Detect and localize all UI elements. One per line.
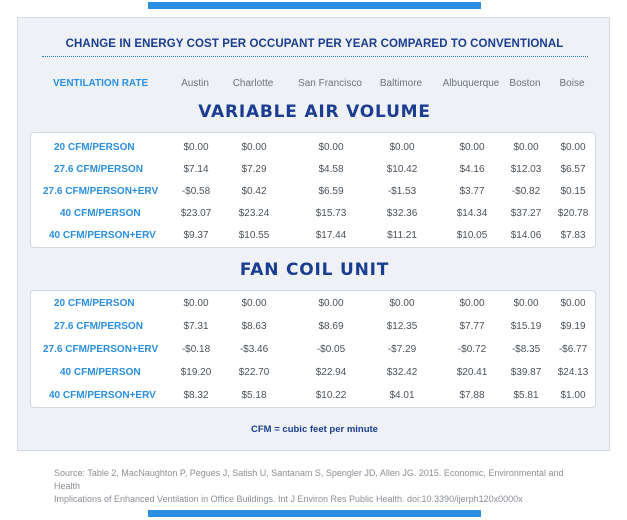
cell-boise: $0.15 bbox=[560, 186, 586, 197]
cell-austin: -$0.58 bbox=[181, 186, 211, 197]
row-label: 40 CFM/PERSON+ERV bbox=[49, 390, 156, 401]
source-citation bbox=[54, 467, 574, 506]
cell-charlotte: $0.00 bbox=[241, 142, 267, 153]
table-row bbox=[31, 367, 595, 383]
cell-san-francisco: -$0.05 bbox=[316, 344, 346, 355]
row-label: 27.6 CFM/PERSON+ERV bbox=[43, 344, 159, 355]
cell-baltimore: -$7.29 bbox=[387, 344, 417, 355]
cell-boise: $0.00 bbox=[560, 298, 586, 309]
cell-san-francisco: $17.44 bbox=[315, 230, 347, 241]
cell-boise: $24.13 bbox=[557, 367, 589, 378]
cell-san-francisco: $0.00 bbox=[318, 142, 344, 153]
cell-boise: $0.00 bbox=[560, 142, 586, 153]
cell-charlotte: $23.24 bbox=[238, 208, 270, 219]
table-row bbox=[31, 390, 595, 406]
cell-charlotte: -$3.46 bbox=[239, 344, 269, 355]
cell-charlotte: $0.00 bbox=[241, 298, 267, 309]
cell-baltimore: $0.00 bbox=[389, 298, 415, 309]
cell-charlotte: $10.55 bbox=[238, 230, 270, 241]
cell-boston: $15.19 bbox=[510, 321, 542, 332]
table-row bbox=[31, 208, 595, 224]
cell-boise: $6.57 bbox=[560, 164, 586, 175]
cell-baltimore: $32.36 bbox=[386, 208, 418, 219]
cell-austin: $9.37 bbox=[183, 230, 209, 241]
cell-baltimore: $11.21 bbox=[387, 230, 417, 241]
cell-albuquerque: -$0.72 bbox=[457, 344, 487, 355]
row-label: 20 CFM/PERSON bbox=[54, 298, 135, 309]
section-panel-variable-air-volume bbox=[30, 132, 596, 248]
cell-austin: $7.14 bbox=[183, 164, 209, 175]
cell-boise: -$6.77 bbox=[558, 344, 588, 355]
column-header-charlotte: Charlotte bbox=[232, 78, 274, 89]
cell-boston: $0.00 bbox=[513, 142, 539, 153]
cell-boston: -$0.82 bbox=[511, 186, 541, 197]
cfm-footnote: CFM = cubic feet per minute bbox=[251, 424, 378, 435]
cell-baltimore: $10.42 bbox=[386, 164, 418, 175]
cell-san-francisco: $4.58 bbox=[318, 164, 344, 175]
column-header-san-francisco: San Francisco bbox=[298, 78, 362, 89]
cell-austin: $0.00 bbox=[183, 142, 209, 153]
cell-charlotte: $0.42 bbox=[241, 186, 267, 197]
cell-austin: $0.00 bbox=[183, 298, 209, 309]
cell-baltimore: $4.01 bbox=[389, 390, 415, 401]
column-header-ventilation-rate: VENTILATION RATE bbox=[53, 78, 149, 89]
bottom-accent-bar bbox=[148, 510, 481, 517]
cell-boston: $14.06 bbox=[510, 230, 542, 241]
cell-albuquerque: $14.34 bbox=[456, 208, 488, 219]
cell-boston: $39.87 bbox=[510, 367, 542, 378]
cell-austin: $23.07 bbox=[180, 208, 212, 219]
row-label: 20 CFM/PERSON bbox=[54, 142, 135, 153]
title-divider bbox=[42, 56, 588, 57]
cell-charlotte: $8.63 bbox=[241, 321, 267, 332]
cell-baltimore: $12.35 bbox=[386, 321, 418, 332]
table-row bbox=[31, 186, 595, 202]
cell-san-francisco: $6.59 bbox=[318, 186, 344, 197]
table-row bbox=[31, 164, 595, 180]
section-panel-fan-coil-unit bbox=[30, 290, 596, 408]
cell-albuquerque: $20.41 bbox=[456, 367, 488, 378]
cell-austin: $7.31 bbox=[183, 321, 209, 332]
cell-charlotte: $22.70 bbox=[238, 367, 270, 378]
page-title: CHANGE IN ENERGY COST PER OCCUPANT PER YEAR COMPARED TO CONVENTIONAL bbox=[65, 38, 564, 50]
cell-san-francisco: $22.94 bbox=[315, 367, 347, 378]
row-label: 27.6 CFM/PERSON bbox=[54, 321, 143, 332]
column-header-boise: Boise bbox=[559, 78, 585, 89]
column-header-albuquerque: Albuquerque bbox=[442, 78, 500, 89]
cell-boise: $20.78 bbox=[557, 208, 589, 219]
cell-boston: $0.00 bbox=[513, 298, 539, 309]
cell-san-francisco: $8.69 bbox=[318, 321, 344, 332]
cell-charlotte: $7.29 bbox=[241, 164, 267, 175]
cell-austin: $8.32 bbox=[183, 390, 209, 401]
cell-austin: $19.20 bbox=[180, 367, 212, 378]
cell-albuquerque: $4.16 bbox=[459, 164, 485, 175]
cell-charlotte: $5.18 bbox=[241, 390, 267, 401]
row-label: 40 CFM/PERSON+ERV bbox=[49, 230, 156, 241]
cell-boise: $7.83 bbox=[560, 230, 586, 241]
cell-albuquerque: $10.05 bbox=[456, 230, 488, 241]
cell-boise: $9.19 bbox=[560, 321, 586, 332]
column-header-baltimore: Baltimore bbox=[379, 78, 423, 89]
table-row bbox=[31, 142, 595, 158]
table-row bbox=[31, 298, 595, 314]
column-header-austin: Austin bbox=[181, 78, 209, 89]
column-header-row bbox=[18, 78, 611, 94]
cell-albuquerque: $7.88 bbox=[459, 390, 485, 401]
cell-san-francisco: $15.73 bbox=[315, 208, 347, 219]
cell-san-francisco: $10.22 bbox=[315, 390, 347, 401]
table-row bbox=[31, 321, 595, 337]
source-line-2: Implications of Enhanced Ventilation in Office Buildings. Int J Environ Res Public Health. doi:10.3390/ijerph120x0000x bbox=[54, 494, 523, 504]
source-line-1: Source: Table 2, MacNaughton P, Pegues J, Satish U, Santanam S, Spengler JD, Allen JG. 2015. Economic, Environmental and Health bbox=[54, 468, 564, 491]
cell-boise: $1.00 bbox=[560, 390, 586, 401]
cell-albuquerque: $0.00 bbox=[459, 142, 485, 153]
table-row bbox=[31, 230, 595, 246]
cell-san-francisco: $0.00 bbox=[318, 298, 344, 309]
cell-austin: -$0.18 bbox=[181, 344, 211, 355]
cell-boston: $5.81 bbox=[513, 390, 539, 401]
column-header-boston: Boston bbox=[509, 78, 541, 89]
table-card bbox=[17, 17, 610, 451]
top-accent-bar bbox=[148, 2, 481, 9]
section-heading-variable-air-volume: VARIABLE AIR VOLUME bbox=[198, 102, 431, 122]
cell-albuquerque: $0.00 bbox=[459, 298, 485, 309]
cell-albuquerque: $3.77 bbox=[459, 186, 485, 197]
cell-boston: $37.27 bbox=[510, 208, 542, 219]
section-heading-fan-coil-unit: FAN COIL UNIT bbox=[239, 260, 390, 280]
cell-baltimore: $32.42 bbox=[386, 367, 418, 378]
cell-boston: $12.03 bbox=[510, 164, 542, 175]
cell-boston: -$8.35 bbox=[511, 344, 541, 355]
cell-baltimore: -$1.53 bbox=[387, 186, 417, 197]
row-label: 27.6 CFM/PERSON bbox=[54, 164, 143, 175]
table-row bbox=[31, 344, 595, 360]
row-label: 27.6 CFM/PERSON+ERV bbox=[43, 186, 159, 197]
cell-baltimore: $0.00 bbox=[389, 142, 415, 153]
row-label: 40 CFM/PERSON bbox=[60, 367, 141, 378]
cell-albuquerque: $7.77 bbox=[459, 321, 485, 332]
row-label: 40 CFM/PERSON bbox=[60, 208, 141, 219]
